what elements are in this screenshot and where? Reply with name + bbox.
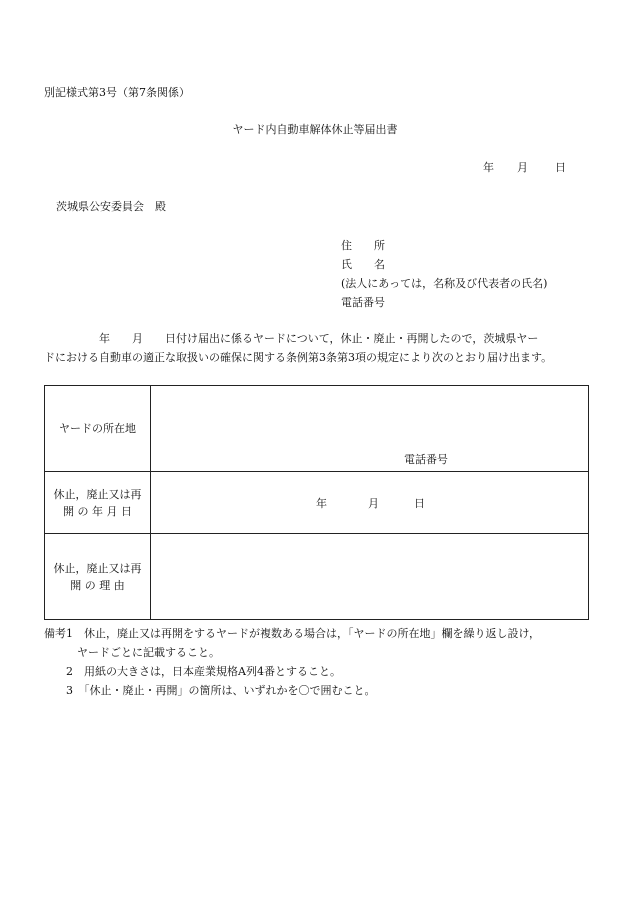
submission-date-line <box>483 161 566 175</box>
date-day: 日 <box>555 161 566 174</box>
field-year: 年 <box>316 496 327 510</box>
date-label-line-2: 開 の 年 月 日 <box>63 504 132 518</box>
table-row-date <box>45 472 589 534</box>
remark-2: 2 用紙の大きさは，日本産業規格A列4番とすること。 <box>44 665 341 678</box>
reason-label <box>45 534 151 620</box>
location-phone-label: 電話番号 <box>404 453 448 466</box>
field-day: 日 <box>414 496 425 510</box>
date-label <box>45 472 151 534</box>
date-label-line-1: 休止，廃止又は再 <box>53 487 142 501</box>
body-line-1: 年 月 日付け届出に係るヤードについて，休止・廃止・再開したので，茨城県ヤー <box>44 332 539 345</box>
remark-1-line-1: 備考1 休止，廃止又は再開をするヤードが複数ある場合は，「ヤードの所在地」欄を繰り返し設け， <box>44 627 541 640</box>
reason-field[interactable] <box>151 534 589 620</box>
remarks <box>44 624 540 700</box>
date-field[interactable] <box>151 472 589 534</box>
remark-1-line-2: ヤードごとに記載すること。 <box>44 646 220 659</box>
reason-label-line-1: 休止，廃止又は再 <box>53 561 142 575</box>
applicant-corporate-note: (法人にあっては，名称及び代表者の氏名) <box>341 277 548 290</box>
field-month: 月 <box>368 496 379 510</box>
remark-3: 3 「休止・廃止・再開」の箇所は、いずれかを〇で囲むこと。 <box>44 684 376 697</box>
body-line-2: ドにおける自動車の適正な取扱いの確保に関する条例第3条第3項の規定により次のとおり届け出ます。 <box>44 351 553 364</box>
date-month: 月 <box>517 161 528 174</box>
table-row-location <box>45 386 589 472</box>
applicant-phone-label: 電話番号 <box>341 296 385 309</box>
applicant-block <box>341 236 547 312</box>
applicant-address-label: 住 所 <box>341 239 385 252</box>
addressee: 茨城県公安委員会 殿 <box>56 200 166 213</box>
applicant-name-label: 氏 名 <box>341 258 385 271</box>
date-year: 年 <box>483 161 494 174</box>
form-table <box>44 385 589 620</box>
table-row-reason <box>45 534 589 620</box>
form-header: 別記様式第3号（第7条関係） <box>44 86 190 99</box>
form-title: ヤード内自動車解体休止等届出書 <box>232 123 398 136</box>
reason-label-line-2: 開 の 理 由 <box>70 578 125 592</box>
location-field[interactable] <box>151 386 589 472</box>
location-label: ヤードの所在地 <box>45 386 151 472</box>
body-paragraph <box>44 329 592 367</box>
